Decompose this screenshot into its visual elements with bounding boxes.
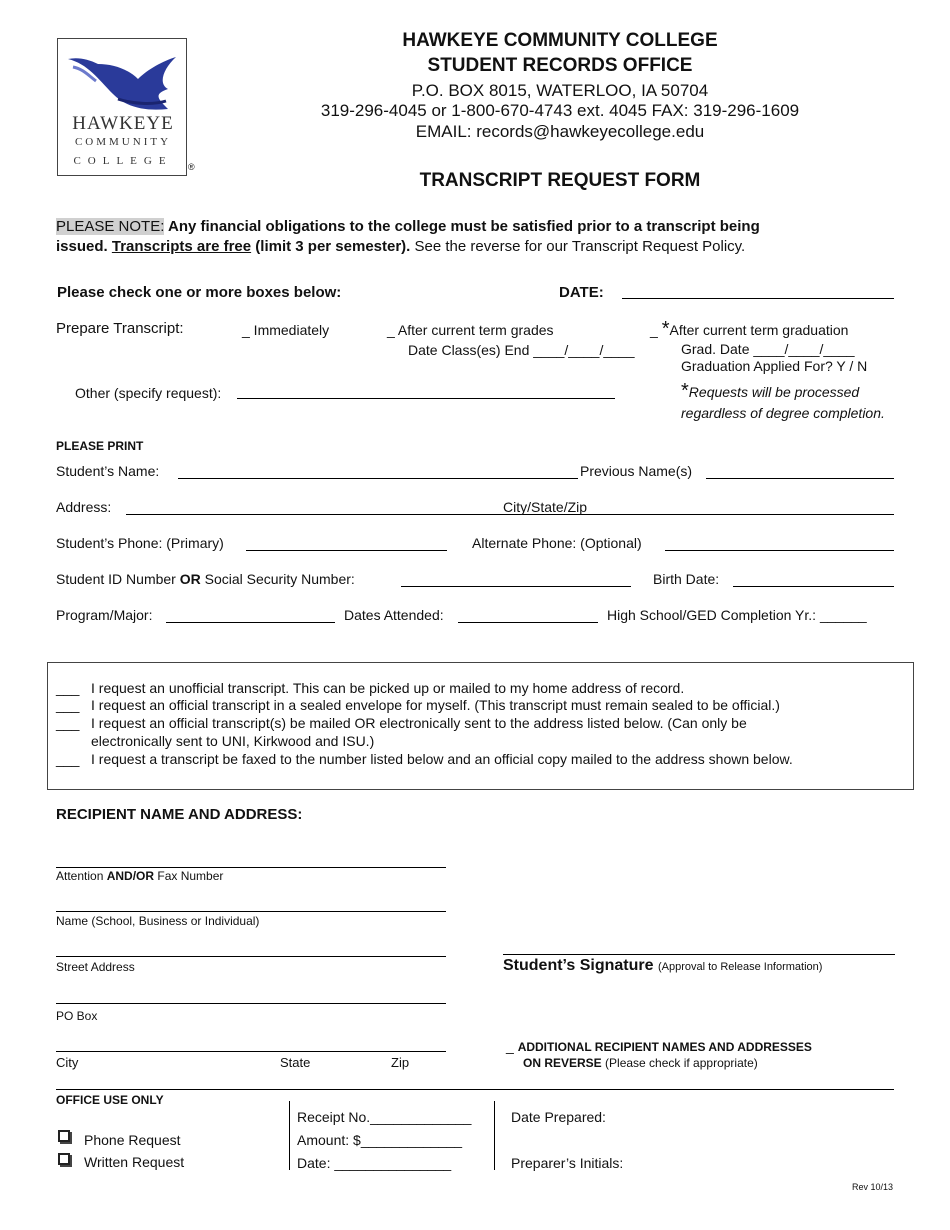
office-use-title: OFFICE USE ONLY — [56, 1093, 164, 1107]
check-instruction: Please check one or more boxes below: — [57, 284, 342, 301]
phone-primary-label: Student’s Phone: (Primary) — [56, 535, 224, 551]
note-limit: (limit 3 per semester). — [251, 238, 411, 255]
street-field[interactable] — [56, 956, 446, 957]
logo-line-2: COMMUNITY — [74, 136, 172, 148]
attention-b: AND/OR — [106, 869, 155, 883]
hs-completion[interactable]: High School/GED Completion Yr.: ______ — [607, 607, 867, 623]
other-field[interactable] — [237, 398, 615, 399]
note-free: Transcripts are free — [111, 238, 252, 255]
additional-recipients-1[interactable] — [506, 1038, 812, 1054]
address-label: Address: — [56, 499, 112, 515]
asterisk-1: * — [661, 318, 670, 340]
written-request-checkbox[interactable] — [58, 1153, 70, 1165]
signature-note: (Approval to Release Information) — [657, 961, 823, 973]
additional-recipients-2 — [523, 1056, 758, 1070]
office-divider-left — [289, 1101, 290, 1170]
note-bold-1: Any financial obligations to the college must be satisfied prior to a transcript being — [164, 218, 760, 235]
id-prefix: Student ID Number — [56, 571, 180, 587]
dates-attended-label: Dates Attended: — [344, 607, 444, 623]
previous-name-field[interactable] — [706, 478, 894, 479]
requests-note-2: regardless of degree completion. — [681, 405, 885, 421]
signature-label-group — [503, 957, 822, 975]
pobox-field[interactable] — [56, 1003, 446, 1004]
option-after-graduation[interactable] — [650, 318, 848, 341]
id-suffix: Social Security Number: — [200, 571, 355, 587]
written-request-label: Written Request — [84, 1154, 185, 1170]
city-state-zip-field[interactable] — [56, 1051, 446, 1052]
date-field[interactable] — [622, 298, 894, 299]
street-label: Street Address — [56, 960, 135, 974]
attention-field[interactable] — [56, 867, 446, 868]
office-divider — [56, 1089, 894, 1090]
request-text-4: I request a transcript be faxed to the number listed below and an official copy mailed to the address shown below. — [91, 751, 793, 767]
signature-label: Student’s Signature — [503, 957, 654, 974]
birth-date-field[interactable] — [733, 586, 894, 587]
amount[interactable]: Amount: $_____________ — [297, 1132, 463, 1148]
city-label: City — [56, 1055, 79, 1070]
additional-note: (Please check if appropriate) — [601, 1056, 758, 1070]
recipient-name-label: Name (School, Business or Individual) — [56, 914, 260, 928]
office-divider-right — [494, 1101, 495, 1170]
student-id-label — [56, 571, 355, 587]
date-class-end[interactable]: Date Class(es) End ____/____/____ — [408, 342, 635, 358]
attention-label — [56, 869, 223, 883]
signature-field[interactable] — [503, 954, 895, 955]
city-state-zip-label: City/State/Zip — [503, 499, 588, 515]
request-blank-3[interactable]: ___ — [56, 715, 80, 731]
college-name: HAWKEYE COMMUNITY COLLEGE — [402, 30, 718, 51]
asterisk-2: * — [681, 380, 689, 402]
additional-text-2: ON REVERSE — [523, 1056, 602, 1070]
additional-prefix: _ — [506, 1038, 518, 1054]
note-line-2 — [56, 238, 745, 255]
pobox-label: PO Box — [56, 1009, 98, 1023]
request-blank-2[interactable]: ___ — [56, 697, 80, 713]
request-text-1: I request an unofficial transcript. This can be picked up or mailed to my home address of record. — [91, 680, 685, 696]
other-label: Other (specify request): — [75, 385, 222, 401]
date-label: DATE: — [559, 284, 604, 301]
phone-request-checkbox[interactable] — [58, 1130, 70, 1142]
program-field[interactable] — [166, 622, 335, 623]
office-phone: 319-296-4045 or 1-800-670-4743 ext. 4045 FAX: 319-296-1609 — [320, 101, 800, 120]
request-text-3: I request an official transcript(s) be mailed OR electronically sent to the address listed below. (Can only be — [91, 715, 747, 731]
student-name-field[interactable] — [178, 478, 578, 479]
preparer-initials: Preparer’s Initials: — [511, 1155, 624, 1171]
attention-c: Fax Number — [154, 869, 224, 883]
college-logo — [57, 38, 187, 176]
id-or: OR — [179, 571, 201, 587]
office-email: EMAIL: records@hawkeyecollege.edu — [415, 122, 705, 141]
request-text-2: I request an official transcript in a sealed envelope for myself. (This transcript must remain sealed to be official.) — [91, 697, 780, 713]
logo-line-3: COLLEGE — [73, 155, 173, 167]
requests-note-1 — [681, 380, 859, 403]
recipient-name-field[interactable] — [56, 911, 446, 912]
request-blank-1[interactable]: ___ — [56, 680, 80, 696]
request-blank-4[interactable]: ___ — [56, 751, 80, 767]
office-name: STUDENT RECORDS OFFICE — [427, 55, 693, 76]
grad-date[interactable]: Grad. Date ____/____/____ — [681, 341, 855, 357]
graduation-applied[interactable]: Graduation Applied For? Y / N — [681, 358, 868, 374]
attention-a: Attention — [56, 869, 107, 883]
after-grad-text: After current term graduation — [669, 322, 849, 338]
previous-name-label: Previous Name(s) — [580, 463, 693, 479]
phone-request-label: Phone Request — [84, 1132, 181, 1148]
birth-date-label: Birth Date: — [653, 571, 720, 587]
student-name-label: Student’s Name: — [56, 463, 160, 479]
zip-label: Zip — [391, 1055, 410, 1070]
request-text-3-cont: electronically sent to UNI, Kirkwood and ISU.) — [91, 733, 375, 749]
after-grad-prefix: _ — [650, 322, 662, 338]
date-prepared: Date Prepared: — [511, 1109, 606, 1125]
phone-primary-field[interactable] — [246, 550, 447, 551]
option-immediately[interactable]: _ Immediately — [242, 322, 330, 338]
office-address: P.O. BOX 8015, WATERLOO, IA 50704 — [411, 81, 709, 100]
option-after-grades[interactable]: _ After current term grades — [387, 322, 554, 338]
student-id-field[interactable] — [401, 586, 631, 587]
revision: Rev 10/13 — [852, 1182, 894, 1192]
phone-alt-label: Alternate Phone: (Optional) — [472, 535, 642, 551]
recipient-title: RECIPIENT NAME AND ADDRESS: — [56, 806, 303, 823]
registered-mark: ® — [188, 162, 195, 172]
additional-text-1: ADDITIONAL RECIPIENT NAMES AND ADDRESSES — [517, 1040, 812, 1054]
note-line-1 — [56, 218, 760, 235]
form-title: TRANSCRIPT REQUEST FORM — [419, 170, 701, 191]
note-label: PLEASE NOTE: — [56, 218, 165, 235]
receipt-number[interactable]: Receipt No._____________ — [297, 1109, 472, 1125]
state-label: State — [280, 1055, 311, 1070]
phone-alt-field[interactable] — [665, 550, 894, 551]
note-bold-2: issued. — [56, 238, 112, 255]
note-rest: See the reverse for our Transcript Request Policy. — [410, 238, 746, 255]
office-date[interactable]: Date: _______________ — [297, 1155, 452, 1171]
program-label: Program/Major: — [56, 607, 153, 623]
requests-note-text: Requests will be processed — [688, 384, 860, 400]
hawk-logo-icon — [58, 39, 186, 119]
please-print: PLEASE PRINT — [56, 439, 144, 453]
prepare-label: Prepare Transcript: — [56, 320, 184, 337]
dates-attended-field[interactable] — [458, 622, 598, 623]
logo-line-1: HAWKEYE — [72, 113, 174, 134]
